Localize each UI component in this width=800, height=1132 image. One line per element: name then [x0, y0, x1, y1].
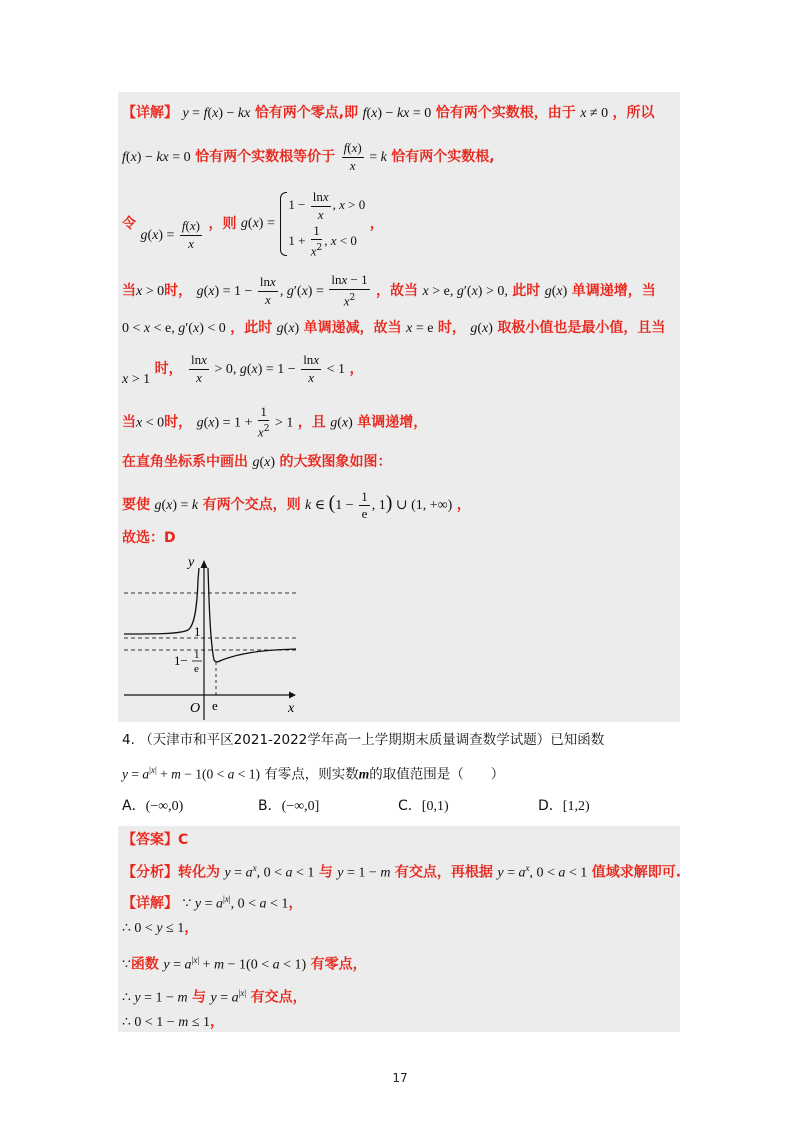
detail-line-5: 0 < x < e, g′(x) < 0 ，此时 g(x) 单调递减，故当 x = e 时， g(x) 取极小值也是最小值，且当	[122, 320, 666, 336]
answer-choice-line: 故选：D	[122, 530, 176, 546]
detail-line-1: 【详解】 y = f(x) − kx 恰有两个零点,即 f(x) − kx = 0 恰有两个实数根，由于 x ≠ 0 ，所以	[122, 105, 655, 121]
detail-line-4: 当x > 0时， g(x) = 1 − $\frac{\ln x}{x}$ , g′(x) = $\frac{\ln x - 1}{x^2}$ ，故当 x > e, g′(x) > 0, 此时 g(x) 单调递增，当	[122, 272, 656, 309]
one-minus-label: 1−	[174, 653, 188, 668]
question-4-stem: $y = a^{|x|} + m - 1(0 < a < 1)$ 有零点，则实数m的取值范围是（ ）	[122, 765, 505, 783]
curve-right-branch	[208, 568, 296, 662]
detail-4-line-4: ∴ y = 1 − m 与 $y = a^{|x|}$ 有交点，	[122, 988, 307, 1006]
curve-left-branch	[124, 568, 199, 634]
detail-line-2: f(x) − kx = 0 恰有两个实数根等价于 $\frac{f(x)}{x}$ = k 恰有两个实数根,	[122, 140, 495, 173]
option-a[interactable]: A．(−∞,0)	[122, 798, 184, 814]
analysis-line: 【分析】转化为 $y = a^x$, 0 < a < 1 与 y = 1 − m 有交点，再根据 $y = a^x$, 0 < a < 1 值域求解即可.	[122, 863, 682, 881]
y-label: y	[188, 555, 195, 570]
detail-line-7: 当x < 0时， g(x) = 1 + $\frac{1}{x^2}$ > 1 ，且 g(x) 单调递增，	[122, 404, 428, 440]
svg-text:1: 1	[194, 649, 200, 661]
piecewise-brace: 1 − $\frac{\ln x}{x}$ , x > 0 1 + $\frac{1}{x^2}$ , x < 0	[278, 188, 365, 260]
origin-label: O	[190, 701, 201, 716]
option-b[interactable]: B．(−∞,0]	[258, 798, 320, 814]
detail-4-line-1: 【详解】 ∵ $y = a^{|x|}$, 0 < a < 1，	[122, 894, 303, 912]
e-label: e	[212, 698, 218, 713]
detail-4-line-3: ∵函数 $y = a^{|x|} + m - 1(0 < a < 1)$ 有零点，	[122, 955, 367, 973]
detail-4-line-2: ∴ 0 < y ≤ 1，	[122, 920, 199, 936]
detail-line-8: 在直角坐标系中画出 g(x) 的大致图象如图：	[122, 454, 392, 470]
detail-line-3: 令 g(x) = $\frac{f(x)}{x}$ ，则 g(x) = 1 − $\frac{\ln x}{x}$ , x > 0 1 + $\frac{1}{x^2}$ , x < 0 ，	[122, 188, 384, 259]
detail-tag: 【详解】	[122, 105, 178, 121]
detail-line-9: 要使 g(x) = k 有两个交点，则 k ∈ (1 − $\frac{1}{e}$ , 1) ∪ (1, +∞) ，	[122, 488, 471, 521]
question-4-source: 4. （天津市和平区2021-2022学年高一上学期期末质量调查数学试题）已知函数	[122, 732, 605, 748]
detail-line-6: x > 1 时， $\frac{\ln x}{x}$ > 0, g(x) = 1 − $\frac{\ln x}{x}$ < 1 ，	[122, 352, 364, 387]
option-d[interactable]: D．[1,2)	[538, 798, 590, 814]
svg-text:e: e	[194, 663, 199, 675]
one-label: 1	[194, 624, 201, 639]
function-graph	[118, 550, 300, 722]
page-number: 17	[392, 1071, 408, 1085]
answer-line: 【答案】C	[122, 832, 189, 848]
x-label: x	[288, 701, 295, 716]
detail-4-line-5: ∴ 0 < 1 − m ≤ 1，	[122, 1014, 225, 1030]
option-c[interactable]: C．[0,1)	[398, 798, 449, 814]
